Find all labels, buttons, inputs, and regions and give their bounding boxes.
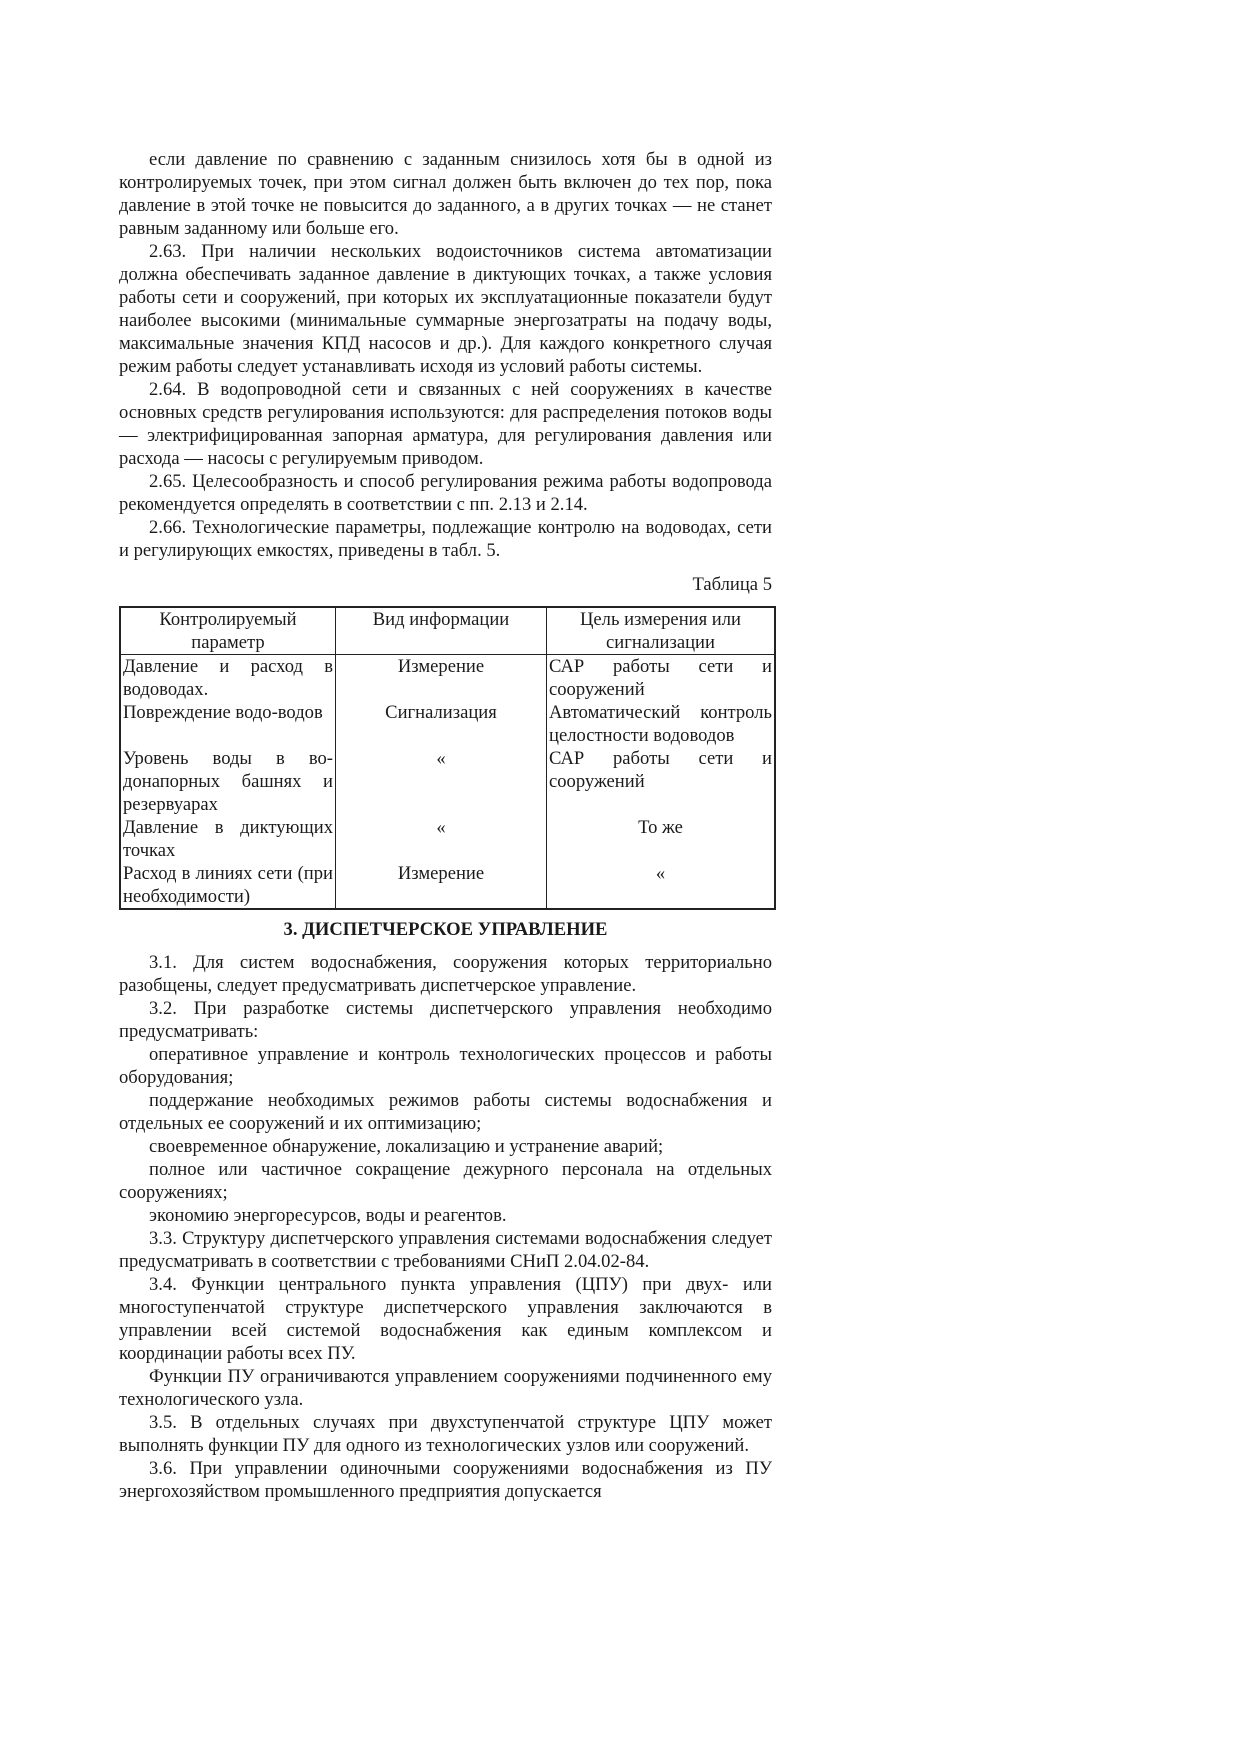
table-caption: Таблица 5 — [692, 574, 772, 595]
list-item: оперативное управление и контроль технологических процессов и работы оборудования; — [119, 1044, 772, 1088]
cell-parameter: Повреждение водо-водов — [120, 701, 336, 747]
header-parameter: Контролируемый параметр — [120, 607, 336, 655]
paragraph-2-66: 2.66. Технологические параметры, подлежащие контролю на водоводах, сети и регулирующих емкостях, приведены в табл. 5. — [119, 517, 772, 561]
cell-purpose: То же — [547, 816, 776, 862]
paragraph-pu-functions: Функции ПУ ограничиваются управлением сооружениями подчиненного ему технологического узла. — [119, 1366, 772, 1410]
parameters-table — [119, 606, 776, 910]
list-item: полное или частичное сокращение дежурного персонала на отдельных сооружениях; — [119, 1159, 772, 1203]
list-item: поддержание необходимых режимов работы системы водоснабжения и отдельных ее сооружений и их оптимизацию; — [119, 1090, 772, 1134]
cell-purpose: Автоматический контроль целостности водоводов — [547, 701, 776, 747]
cell-info-type: « — [336, 816, 547, 862]
paragraph-2-63: 2.63. При наличии нескольких водоисточников система автоматизации должна обеспечивать заданное давление в диктующих точках, а также условия работы сети и сооружений, при которых их эксплуатационные показатели будут наиболее высокими (минимальные суммарные энергозатраты на подачу воды, максимальные значения КПД насосов и др.). Для каждого конкретного случая режим работы следует устанавливать исходя из условий работы системы. — [119, 241, 772, 377]
paragraph-3-5: 3.5. В отдельных случаях при двухступенчатой структуре ЦПУ может выполнять функции ПУ для одного из технологических узлов или сооружений. — [119, 1412, 772, 1456]
cell-parameter: Давление в диктующих точках — [120, 816, 336, 862]
table-row — [120, 862, 775, 909]
paragraph-2-65: 2.65. Целесообразность и способ регулирования режима работы водопровода рекомендуется определять в соответствии с пп. 2.13 и 2.14. — [119, 471, 772, 515]
header-purpose: Цель измерения или сигнализации — [547, 607, 776, 655]
list-item: своевременное обнаружение, локализацию и устранение аварий; — [149, 1136, 664, 1157]
table-header-row — [120, 607, 775, 655]
paragraph-3-2: 3.2. При разработке системы диспетчерского управления необходимо предусматривать: — [119, 998, 772, 1042]
document-page — [119, 148, 772, 1503]
paragraph-3-1: 3.1. Для систем водоснабжения, сооружения которых территориально разобщены, следует предусматривать диспетчерское управление. — [119, 952, 772, 996]
cell-purpose: САР работы сети и сооружений — [547, 747, 776, 816]
cell-info-type: Измерение — [336, 862, 547, 909]
header-info-type: Вид информации — [336, 607, 547, 655]
cell-parameter: Уровень воды в во-донапорных башнях и резервуарах — [120, 747, 336, 816]
table-row — [120, 816, 775, 862]
cell-purpose: САР работы сети и сооружений — [547, 655, 776, 702]
cell-info-type: « — [336, 747, 547, 816]
paragraph-2-64: 2.64. В водопроводной сети и связанных с ней сооружениях в качестве основных средств регулирования используются: для распределения потоков воды — электрифицированная запорная арматура, для регулирования давления или расхода — насосы с регулируемым приводом. — [119, 379, 772, 469]
cell-parameter: Расход в линиях сети (при необходимости) — [120, 862, 336, 909]
section-title: 3. ДИСПЕТЧЕРСКОЕ УПРАВЛЕНИЕ — [283, 919, 608, 940]
table-row — [120, 655, 775, 702]
cell-info-type: Сигнализация — [336, 701, 547, 747]
list-item: экономию энергоресурсов, воды и реагентов. — [149, 1205, 507, 1226]
table-row — [120, 701, 775, 747]
table-row — [120, 747, 775, 816]
cell-purpose: « — [547, 862, 776, 909]
paragraph-3-4: 3.4. Функции центрального пункта управления (ЦПУ) при двух- или многоступенчатой структуре диспетчерского управления заключаются в управлении всей системой водоснабжения как единым комплексом и координации работы всех ПУ. — [119, 1274, 772, 1364]
paragraph-continuation: если давление по сравнению с заданным снизилось хотя бы в одной из контролируемых точек, при этом сигнал должен быть включен до тех пор, пока давление в этой точке не повысится до заданного, а в других точках — не станет равным заданному или больше его. — [119, 149, 772, 239]
paragraph-3-3: 3.3. Структуру диспетчерского управления системами водоснабжения следует предусматривать в соответствии с требованиями СНиП 2.04.02-84. — [119, 1228, 772, 1272]
cell-info-type: Измерение — [336, 655, 547, 702]
paragraph-3-6: 3.6. При управлении одиночными сооружениями водоснабжения из ПУ энергохозяйством промышленного предприятия допускается — [119, 1458, 772, 1502]
cell-parameter: Давление и расход в водоводах. — [120, 655, 336, 702]
